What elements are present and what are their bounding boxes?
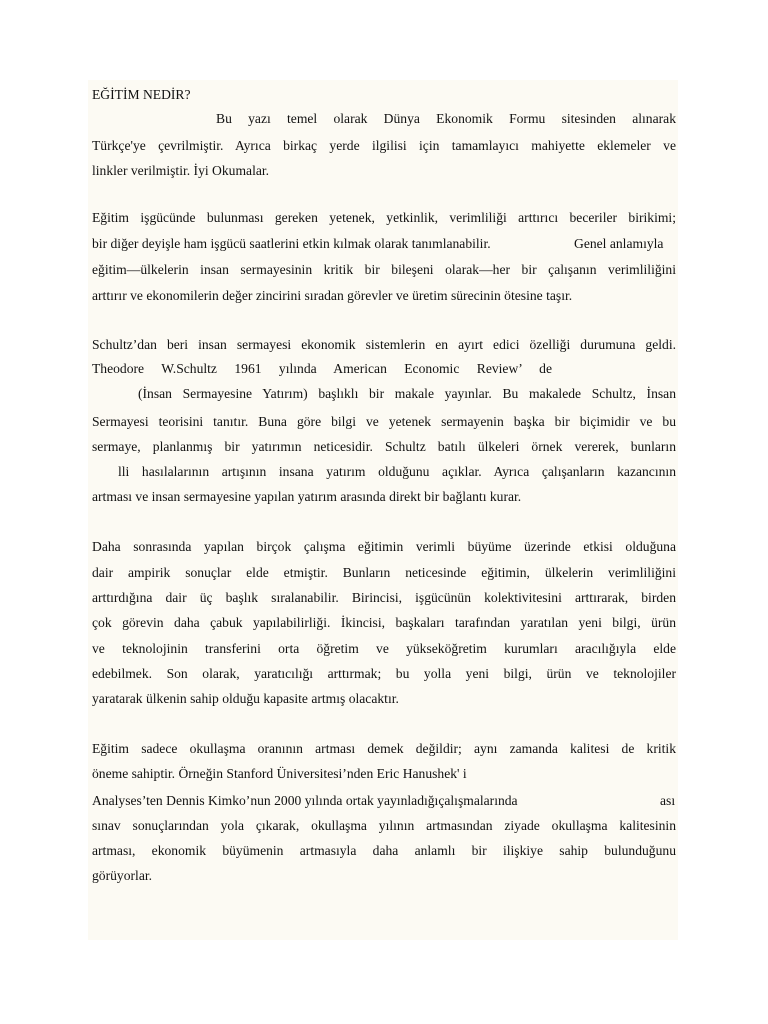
- paragraph-3-line-6: lli hasılalarının artışının insana yatırım olduğunu açıklar. Ayrıca çalışanların kazancının: [118, 464, 676, 479]
- paragraph-3-line-5: sermaye, planlanmış bir yatırımın neticesidir. Schultz batılı ülkeleri örnek vererek, bunların: [92, 439, 676, 454]
- paragraph-5-line-2: öneme sahiptir. Örneğin Stanford Üniversitesi’nden Eric Hanushek' i: [92, 766, 467, 781]
- paragraph-1-line-1: Bu yazı temel olarak Dünya Ekonomik Formu sitesinden alınarak: [216, 111, 676, 126]
- paragraph-1-line-3: linkler verilmiştir. İyi Okumalar.: [92, 163, 270, 178]
- paragraph-5-line-1: Eğitim sadece okullaşma oranının artması demek değildir; aynı zamanda kalitesi de kritik: [92, 741, 676, 756]
- paragraph-3-line-7: artması ve insan sermayesine yapılan yatırım arasında direkt bir bağlantı kurar.: [92, 489, 522, 504]
- paragraph-5-line-6: görüyorlar.: [92, 868, 153, 883]
- paragraph-1-line-2: Türkçe'ye çevrilmiştir. Ayrıca birkaç yerde ilgilisi için tamamlayıcı mahiyette eklemeler ve: [92, 138, 676, 153]
- paragraph-2-line-3: eğitim—ülkelerin insan sermayesinin kritik bir bileşeni olarak—her bir çalışanın verimliliğini: [92, 262, 676, 277]
- paragraph-5-line-4: sınav sonuçlarından yola çıkarak, okullaşma yılının artmasından ziyade okullaşma kalitesinin: [92, 818, 676, 833]
- paragraph-2-line-2b: Genel anlamıyla: [574, 236, 664, 251]
- paragraph-4-line-5: ve teknolojinin transferini orta öğretim ve yükseköğretim kurumları aracılığıyla elde: [92, 641, 676, 656]
- paragraph-4-line-4: çok görevin daha çabuk yapılabilirliği. İkincisi, başkaları tarafından yaratılan yeni bilgi, ürün: [92, 615, 676, 630]
- paragraph-2-line-2: bir diğer deyişle ham işgücü saatlerini etkin kılmak olarak tanımlanabilir.: [92, 236, 491, 251]
- paragraph-3-line-2: Theodore W.Schultz 1961 yılında American Economic Review’ de: [92, 361, 552, 376]
- paragraph-2-line-1: Eğitim işgücünde bulunması gereken yetenek, yetkinlik, verimliliği arttırıcı beceriler birikimi;: [92, 210, 676, 225]
- paragraph-5-line-5: artması, ekonomik büyümenin artmasıyla daha anlamlı bir ilişkiye sahip bulunduğunu: [92, 843, 676, 858]
- paragraph-5-line-3: Analyses’ten Dennis Kimko’nun 2000 yılında ortak yayınladığıçalışmalarında: [92, 793, 518, 808]
- paragraph-3-line-4: Sermayesi teorisini tanıtır. Buna göre bilgi ve yetenek sermayenin başka bir biçimidir ve bu: [92, 414, 676, 429]
- paragraph-3-line-3: (İnsan Sermayesine Yatırım) başlıklı bir makale yayınlar. Bu makalede Schultz, İnsan: [138, 386, 676, 401]
- paragraph-3-line-1: Schultz’dan beri insan sermayesi ekonomik sistemlerin en ayırt edici özelliği durumuna geldi.: [92, 337, 676, 352]
- paragraph-4-line-6: edebilmek. Son olarak, yaratıcılığı arttırmak; bu yolla yeni bilgi, ürün ve teknolojiler: [92, 666, 676, 681]
- paragraph-5-line-3b: ası: [660, 793, 676, 808]
- document-title: EĞİTİM NEDİR?: [92, 87, 191, 102]
- paragraph-4-line-1: Daha sonrasında yapılan birçok çalışma eğitimin verimli büyüme üzerinde etkisi olduğuna: [92, 539, 676, 554]
- paragraph-4-line-3: arttırdığına dair üç başlık sıralanabilir. Birincisi, işgücünün kolektivitesini arttırarak, birden: [92, 590, 676, 605]
- paragraph-4-line-2: dair ampirik sonuçlar elde etmiştir. Bunların neticesinde eğitimin, ülkelerin verimliliğini: [92, 565, 676, 580]
- paragraph-2-line-4: arttırır ve ekonomilerin değer zincirini sıradan görevler ve üretim sürecinin ötesine taşır.: [92, 288, 573, 303]
- paragraph-4-line-7: yaratarak ülkenin sahip olduğu kapasite artmış olacaktır.: [92, 691, 399, 706]
